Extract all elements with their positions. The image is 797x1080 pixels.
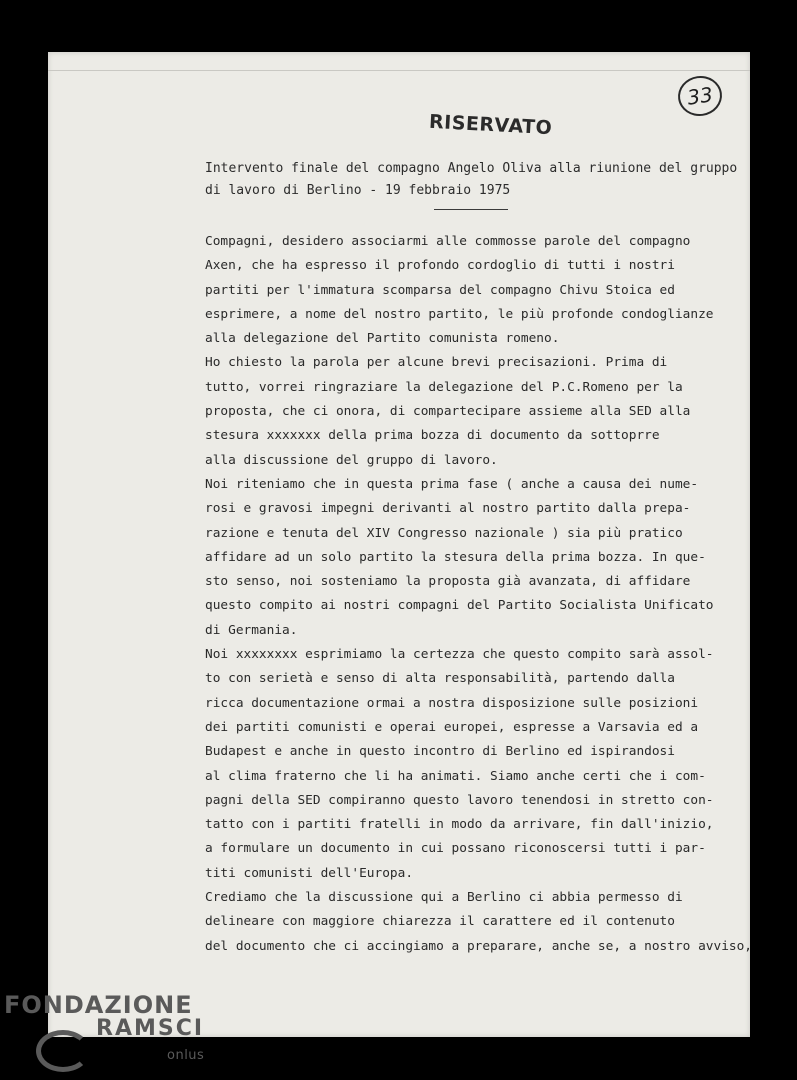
body-line: Noi xxxxxxxx esprimiamo la certezza che questo compito sarà assol- [205,647,714,663]
heading-line: Intervento finale del compagno Angelo Oliva alla riunione del gruppo [205,161,738,176]
document-page [48,52,753,1037]
body-line: alla delegazione del Partito comunista romeno. [205,331,560,347]
heading-underline [434,209,508,210]
body-line: proposta, che ci onora, di compartecipare assieme alla SED alla [205,404,691,420]
body-line: del documento che ci accingiamo a preparare, anche se, a nostro avviso, [205,938,753,954]
body-line: rosi e gravosi impegni derivanti al nostro partito dalla prepa- [205,501,691,517]
body-line: questo compito ai nostri compagni del Partito Socialista Unificato [205,598,714,614]
page-top-rule [48,70,750,71]
body-line: di Germania. [205,622,298,638]
body-line: ricca documentazione ormai a nostra disposizione sulle posizioni [205,695,699,711]
body-line: Ho chiesto la parola per alcune brevi precisazioni. Prima di [205,355,668,371]
body-line: a formulare un documento in cui possano riconoscersi tutti i par- [205,841,706,857]
body-line: Compagni, desidero associarmi alle commosse parole del compagno [205,234,691,249]
body-line: Budapest e anche in questo incontro di Berlino ed ispirandosi [205,744,675,760]
logo-text-line3: onlus [167,1048,205,1063]
logo-g-mark-icon [36,1030,90,1072]
body-line: pagni della SED compiranno questo lavoro tenendosi in stretto con- [205,792,714,808]
body-line: to con serietà e senso di alta responsabilità, partendo dalla [205,671,675,687]
heading-line: di lavoro di Berlino - 19 febbraio 1975 [205,183,511,198]
document-heading [205,158,745,202]
reserved-stamp: RISERVATO [428,110,553,140]
body-line: delineare con maggiore chiarezza il carattere ed il contenuto [205,914,675,930]
body-line: tatto con i partiti fratelli in modo da arrivare, fin dall'inizio, [205,817,714,833]
logo-text-line1: FONDAZIONE [4,991,193,1019]
body-line: affidare ad un solo partito la stesura della prima bozza. In que- [205,549,706,565]
body-line: tutto, vorrei ringraziare la delegazione del P.C.Romeno per la [205,379,683,395]
body-line: stesura xxxxxxx della prima bozza di documento da sottoprre [205,428,660,444]
body-line: razione e tenuta del XIV Congresso nazionale ) sia più pratico [205,525,683,541]
body-line: al clima fraterno che li ha animati. Siamo anche certi che i com- [205,768,706,784]
body-line: Crediamo che la discussione qui a Berlino ci abbia permesso di [205,890,683,906]
document-body [205,230,753,959]
fondazione-gramsci-watermark [4,991,205,1063]
page-number: 33 [675,73,724,119]
body-line: titi comunisti dell'Europa. [205,865,414,881]
body-line: esprimere, a nome del nostro partito, le più profonde condoglianze [205,306,714,322]
body-line: Axen, che ha espresso il profondo cordoglio di tutti i nostri [205,258,675,274]
body-line: Noi riteniamo che in questa prima fase ( anche a causa dei nume- [205,476,699,492]
body-line: sto senso, noi sosteniamo la proposta già avanzata, di affidare [205,574,691,590]
body-line: dei partiti comunisti e operai europei, espresse a Varsavia ed a [205,719,699,735]
body-line: alla discussione del gruppo di lavoro. [205,452,498,468]
body-line: partiti per l'immatura scomparsa del compagno Chivu Stoica ed [205,282,675,298]
logo-text-line2: RAMSCI [96,1016,205,1041]
